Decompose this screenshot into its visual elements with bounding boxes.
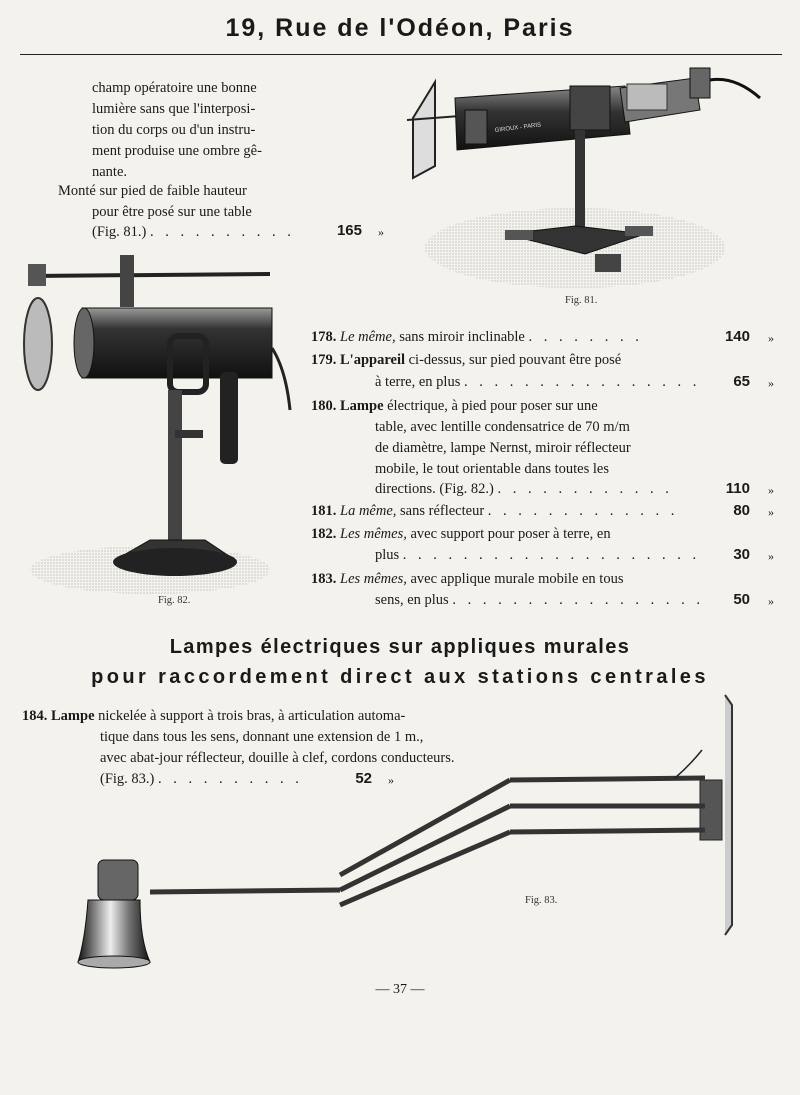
intro-line-2: lumière sans que l'interposi- [92, 101, 256, 117]
item-181-currency: » [768, 505, 774, 519]
item-184-price: 52 [355, 770, 372, 787]
intro-line-6: Monté sur pied de faible hauteur [58, 183, 247, 199]
intro-line-3: tion du corps ou d'un instru- [92, 122, 256, 138]
header-rule [20, 54, 782, 55]
item-179-line-2: à terre, en plus . . . . . . . . . . . . . . . . [375, 374, 701, 390]
intro-price: 165 [336, 222, 362, 239]
intro-line-7: pour être posé sur une table [92, 204, 252, 220]
item-180-line-1: 180. Lampe électrique, à pied pour poser sur une [311, 398, 598, 414]
item-178-currency: » [768, 331, 774, 345]
item-179-line-1: 179. L'appareil ci-dessus, sur pied pouvant être posé [311, 352, 622, 368]
fig83-illustration [70, 690, 760, 990]
item-180-line-5: directions. (Fig. 82.) . . . . . . . . . . . . [375, 481, 673, 497]
item-184-line-4: (Fig. 83.) . . . . . . . . . . [100, 771, 303, 787]
item-180-line-4: mobile, le tout orientable dans toutes les [375, 461, 609, 477]
item-182-currency: » [768, 549, 774, 563]
fig83-caption: Fig. 83. [525, 895, 558, 906]
item-183-currency: » [768, 594, 774, 608]
item-181-price: 80 [733, 502, 750, 519]
intro-line-1: champ opératoire une bonne [92, 80, 257, 96]
item-183-line-1: 183. Les mêmes, avec applique murale mobile en tous [311, 571, 624, 587]
item-178-price: 140 [724, 328, 750, 345]
item-179-currency: » [768, 376, 774, 390]
fig81-illustration [395, 58, 775, 298]
intro-line-4: ment produise une ombre gê- [92, 143, 262, 159]
intro-line-8: (Fig. 81.) . . . . . . . . . . [92, 224, 295, 240]
fig81-caption: Fig. 81. [565, 295, 598, 306]
item-183-line-2: sens, en plus . . . . . . . . . . . . . . . . . [375, 592, 704, 608]
item-184-line-1: 184. Lampe nickelée à support à trois bras, à articulation automa- [22, 708, 406, 724]
fig82-illustration [20, 250, 300, 595]
page-number: — 37 — [375, 982, 425, 997]
item-180-currency: » [768, 483, 774, 497]
section-title-line-1: Lampes électriques sur appliques murales [169, 636, 631, 658]
page-header: 19, Rue de l'Odéon, Paris [225, 14, 575, 42]
intro-currency: » [378, 225, 384, 239]
item-180-line-2: table, avec lentille condensatrice de 70 m/m [375, 419, 630, 435]
item-184-line-3: avec abat-jour réflecteur, douille à clef, cordons conducteurs. [100, 750, 455, 766]
fig82-caption: Fig. 82. [158, 595, 191, 606]
item-182-line-1: 182. Les mêmes, avec support pour poser à terre, en [311, 526, 611, 542]
item-183-price: 50 [733, 591, 750, 608]
item-182-line-2: plus . . . . . . . . . . . . . . . . . . . . [375, 547, 701, 563]
item-180-price: 110 [725, 480, 750, 497]
item-178-line: 178. Le même, sans miroir inclinable . . . . . . . . [311, 329, 643, 345]
item-181-line: 181. La même, sans réflecteur . . . . . . . . . . . . . [311, 503, 679, 519]
section-title-line-2: pour raccordement direct aux stations centrales [91, 666, 709, 688]
item-184-currency: » [388, 773, 394, 787]
item-180-line-3: de diamètre, lampe Nernst, miroir réflecteur [375, 440, 631, 456]
intro-line-5: nante. [92, 164, 128, 180]
item-179-price: 65 [733, 373, 750, 390]
fig81-engraved-label: GIROUX - PARIS [494, 122, 542, 134]
item-184-line-2: tique dans tous les sens, donnant une extension de 1 m., [100, 729, 424, 745]
item-182-price: 30 [733, 546, 750, 563]
